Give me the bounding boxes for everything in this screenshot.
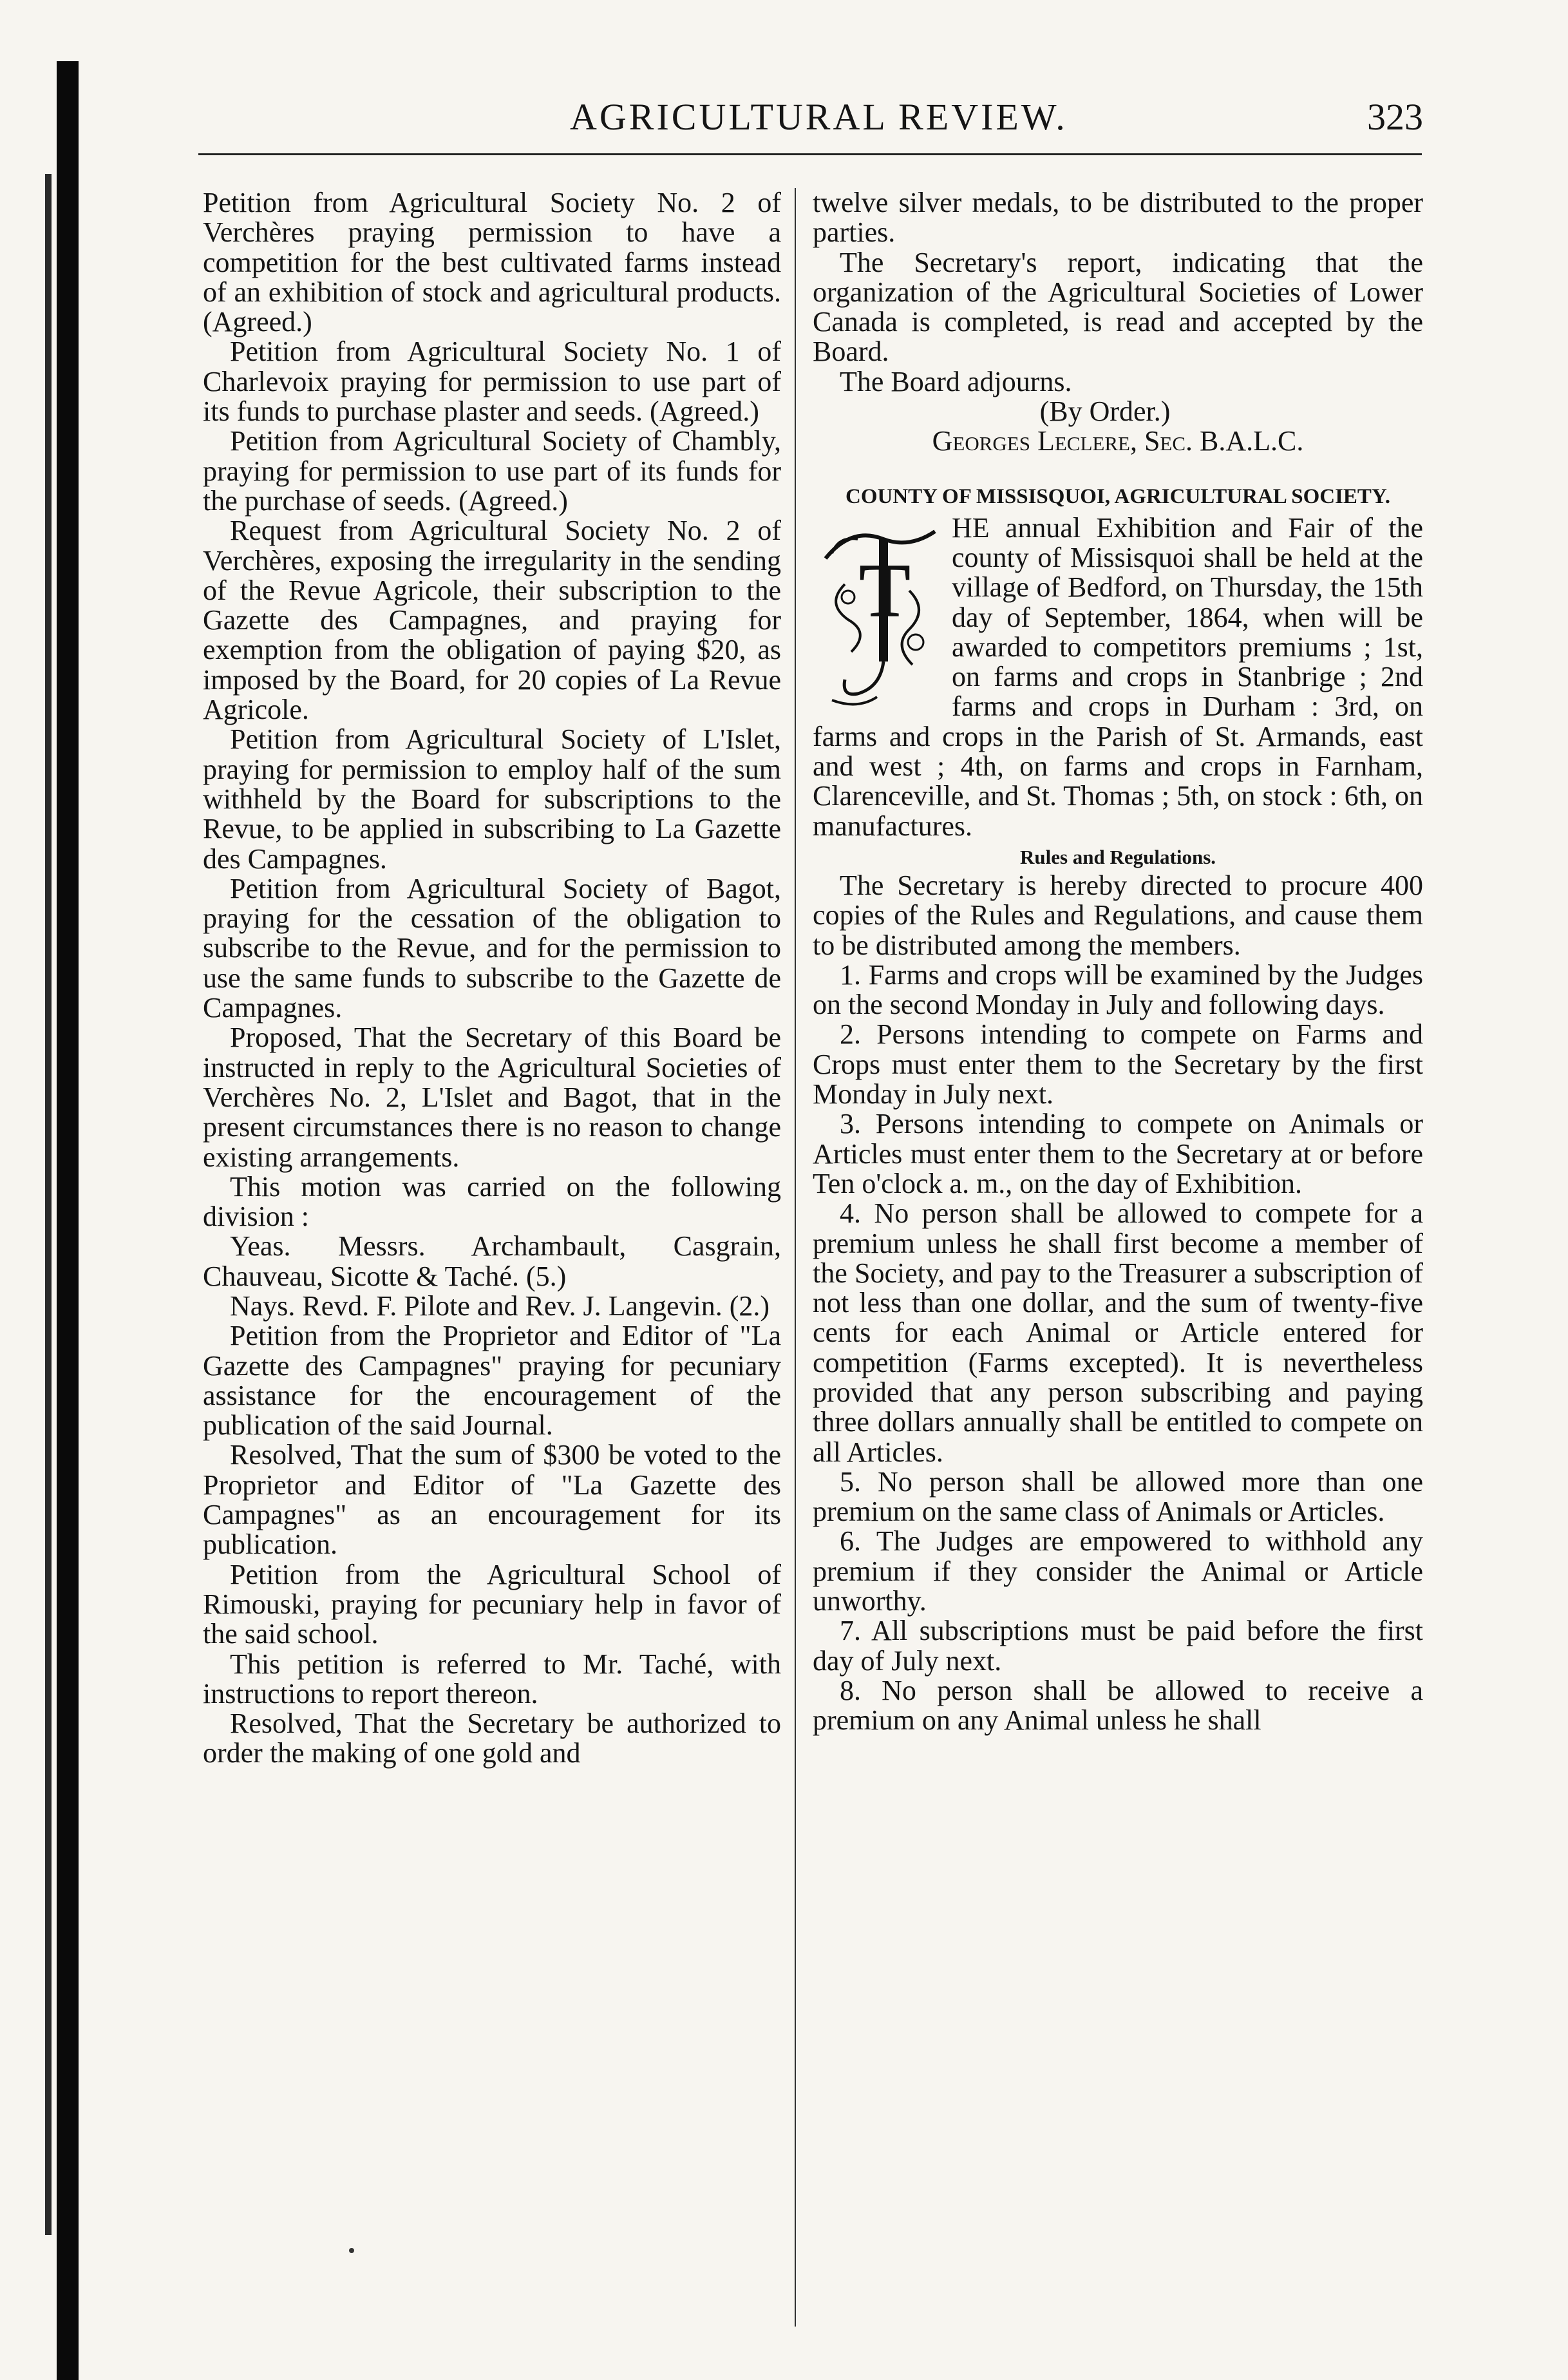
paragraph: HE annual Exhibition and Fair of the county of Missisquoi shall be held at the village of Bedford, on Thursday, the 15th day of September, 1864, when will be awarded to competitors premiums ; 1st, on farms and crops in Stanbrige ; 2nd farms and crops in Durham : 3rd, on farms and crops in the Parish of St. Armands, east and west ; 4th, on farms and crops in Farnham, Clarenceville, and St. Thomas ; 5th, on stock : 6th, on manufactures. [813,511,1423,842]
rule-item: 8. No person shall be allowed to receive a premium on any Animal unless he shall [813,1674,1423,1737]
paragraph: The Secretary's report, indicating that the organization of the Agricultural Societies of Lower Canada is completed, is read and accepted by the Board. [813,246,1423,368]
rule-item: 2. Persons intending to compete on Farms and Crops must enter them to the Secretary by the first Monday in July next. [813,1018,1423,1110]
running-title: AGRICULTURAL REVIEW. [570,96,1068,138]
paragraph: The Secretary is hereby directed to procure 400 copies of the Rules and Regulations, and cause them to be distributed among the members. [813,869,1423,961]
by-order: (By Order.) [1039,395,1171,428]
paragraph: Petition from Agricultural Society of Chambly, praying for permission to use part of its funds for the purchase of seeds. (Agreed.) [203,425,781,517]
rule-item: 5. No person shall be allowed more than one premium on the same class of Animals or Articles. [813,1465,1423,1528]
rule-item: 6. The Judges are empowered to withhold any premium if they consider the Animal or Article unworthy. [813,1525,1423,1617]
column-divider [795,188,796,2327]
printer-mark [349,2248,354,2253]
binding-shadow [57,61,79,2380]
paragraph: twelve silver medals, to be distributed to the proper parties. [813,188,1423,249]
paragraph: Yeas. Messrs. Archambault, Casgrain, Chauveau, Sicotte & Taché. (5.) [203,1230,781,1292]
paragraph: Resolved, That the Secretary be authorized to order the making of one gold and [203,1708,781,1769]
paragraph: Petition from Agricultural Society No. 2 of Verchères praying permission to have a competition for the best cultivated farms instead of an exhibition of stock and agricultural products. (Agreed.) [203,188,781,338]
paragraph: This petition is referred to Mr. Taché, with instructions to report thereon. [203,1648,781,1709]
signature: Georges Leclere, Sec. B.A.L.C. [932,425,1304,457]
page-edge-shadow [45,174,52,2235]
section-heading: COUNTY OF MISSISQUOI, AGRICULTURAL SOCIETY. [845,484,1390,508]
paragraph: Petition from the Proprietor and Editor of "La Gazette des Campagnes" praying for pecuniary assistance for the encouragement of the publication of the said Journal. [203,1320,781,1442]
right-column [813,188,1423,2327]
rule-item: 7. All subscriptions must be paid before the first day of July next. [813,1615,1423,1677]
paragraph: This motion was carried on the following division : [203,1170,781,1233]
page-number: 323 [1367,96,1423,138]
paragraph: Request from Agricultural Society No. 2 of Verchères, exposing the irregularity in the sending of the Revue Agricole, their subscription to the Gazette des Campagnes, and praying for exemption from the obligation of paying $20, as imposed by the Board, for 20 copies of La Revue Agricole. [203,515,781,726]
paragraph: Petition from Agricultural Society No. 1 of Charlevoix praying for permission to use part of its funds to purchase plaster and seeds. (Agreed.) [203,336,781,428]
ornamental-dropcap [813,513,941,716]
rule-item: 4. No person shall be allowed to compete for a premium unless he shall first become a member of the Society, and pay to the Treasurer a subscription of not less than one dollar, and the sum of twenty-five cents for each Animal or Article entered for competition (Farms excepted). It is nevertheless provided that any person subscribing and paying three dollars annually shall be entitled to compete on all Articles. [813,1197,1423,1468]
dropcap-letter: T [858,547,911,633]
rule-item: 1. Farms and crops will be examined by the Judges on the second Monday in July and following days. [813,958,1423,1021]
paragraph: Petition from Agricultural Society of L'Islet, praying for permission to employ half of the sum withheld by the Board for subscriptions to the Revue, to be applied in subscribing to La Gazette des Campagnes. [203,723,781,875]
paragraph: Nays. Revd. F. Pilote and Rev. J. Langevin. (2.) [230,1290,770,1322]
rules-heading: Rules and Regulations. [1019,845,1216,868]
paragraph: Petition from the Agricultural School of Rimouski, praying for pecuniary help in favor of the said school. [203,1558,781,1650]
rule-item: 3. Persons intending to compete on Animals or Articles must enter them to the Secretary at or before Ten o'clock a. m., on the day of Exhibition. [813,1108,1423,1199]
intro-block [813,513,1423,841]
header-rule [198,153,1422,155]
paragraph: Petition from Agricultural Society of Bagot, praying for the cessation of the obligation to subscribe to the Revue, and for the permission to use the same funds to subscribe to the Gazette de Campagnes. [203,872,781,1024]
paragraph: Proposed, That the Secretary of this Board be instructed in reply to the Agricultural Societies of Verchères No. 2, L'Islet and Bagot, that in the present circumstances there is no reason to change existing arrangements. [203,1022,781,1173]
paragraph: Resolved, That the sum of $300 be voted to the Proprietor and Editor of "La Gazette des Campagnes" as an encouragement for its publication. [203,1439,781,1561]
paragraph: The Board adjourns. [840,365,1072,397]
left-column [203,188,781,2327]
dropcap-ornament-icon [813,513,941,716]
running-header [200,91,1423,149]
